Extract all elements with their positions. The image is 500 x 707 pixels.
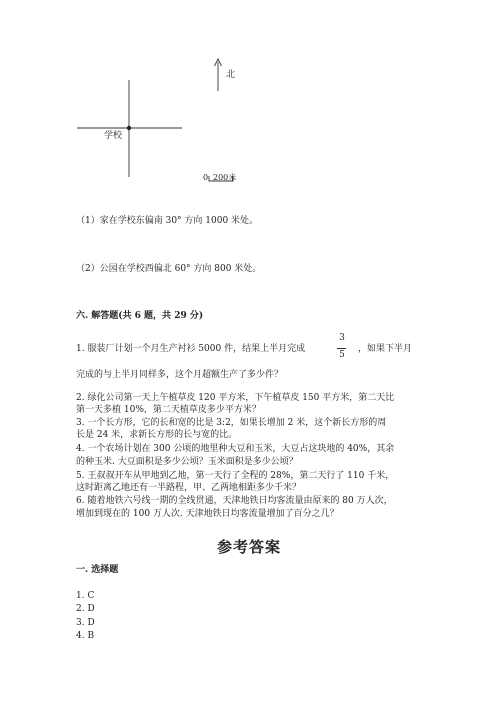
question-line: 6. 随着地铁六号线一期的全线贯通，天津地铁日均客流量由原来的 80 万人次， (76, 496, 393, 506)
question-1-line2: 完成的与上半月同样多，这个月超额生产了多少件？ (76, 370, 284, 380)
fraction-bar (337, 348, 346, 349)
answer-item: 1. C (76, 591, 95, 601)
question-line: 4. 一个农场计划在 300 公顷的地里种大豆和玉米，大豆占这块地的 40%，其余 (76, 444, 395, 454)
fill-item-2: （2）公园在学校西偏北 60° 方向 800 米处。 (76, 264, 262, 274)
fill-item-1: （1）家在学校东偏南 30° 方向 1000 米处。 (76, 216, 259, 226)
question-line: 这时距离乙地还有一半路程，甲、乙两地相距多少千米？ (76, 483, 302, 493)
question-line: 增加到现在的 100 万人次. 天津地铁日均客流量增加了百分之几？ (76, 509, 339, 519)
fraction-denominator: 5 (339, 350, 345, 360)
fraction-numerator: 3 (339, 333, 345, 343)
scale-value-label: 200米 (213, 173, 237, 182)
north-label: 北 (226, 70, 236, 80)
question-line: 3. 一个长方形，它的长和宽的比是 3:2，如果长增加 2 米，这个新长方形的周 (76, 418, 387, 428)
question-1-line1a: 1. 服装厂计划一个月生产衬衫 5000 件，结果上半月完成 (76, 344, 306, 354)
school-label: 学校 (104, 131, 123, 141)
question-line: 长是 24 米，求新长方形的长与宽的比。 (76, 430, 238, 440)
school-point (127, 126, 131, 130)
question-line: 5. 王叔叔开车从甲地到乙地，第一天行了全程的 28%，第二天行了 110 千米， (76, 471, 395, 481)
answers-title: 参考答案 (217, 538, 282, 556)
answer-item: 4. B (76, 631, 95, 641)
answer-item: 3. D (76, 618, 95, 628)
answers-section-title: 一. 选择题 (76, 565, 119, 575)
question-line: 的种玉米. 大豆面积是多少公顷？玉米面积是多少公顷？ (76, 457, 298, 467)
section-6-title: 六. 解答题(共 6 题，共 29 分) (76, 311, 204, 321)
question-line: 第一天多植 10%，第二天植草皮多少平方米？ (76, 405, 261, 415)
answer-item: 2. D (76, 604, 95, 614)
question-line: 2. 绿化公司第一天上午植草皮 120 平方米，下午植草皮 150 平方米，第二天比 (76, 393, 395, 403)
question-1-line1b: ，如果下半月 (358, 344, 413, 354)
scale-zero-label: 0 (203, 173, 209, 182)
